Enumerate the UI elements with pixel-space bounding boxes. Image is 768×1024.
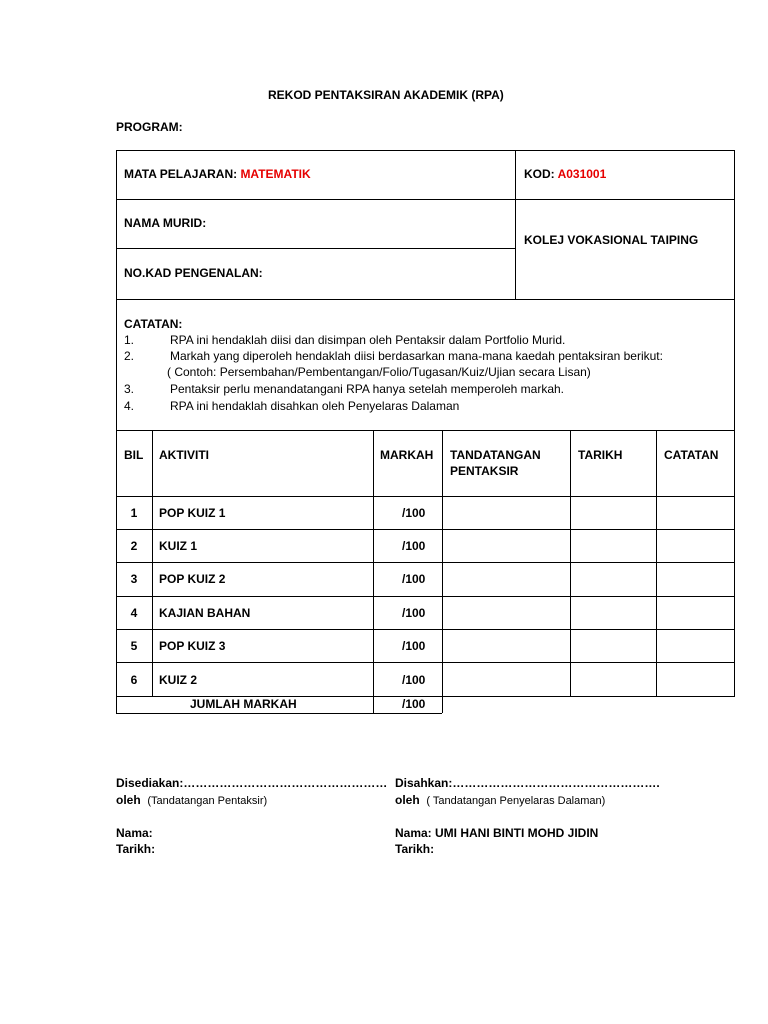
column-header-bil: BIL [124, 448, 144, 462]
column-header-aktiviti: AKTIVITI [159, 448, 209, 462]
student-name-label: NAMA MURID: [124, 216, 207, 230]
approved-by-line: Disahkan:……………………………………………. [395, 776, 660, 790]
column-header-tarikh: TARIKH [578, 448, 623, 462]
row-aktiviti: POP KUIZ 3 [159, 639, 226, 653]
row-aktiviti: POP KUIZ 1 [159, 506, 226, 520]
page-title: REKOD PENTAKSIRAN AKADEMIK (RPA) [268, 88, 504, 102]
row-markah: /100 [402, 572, 426, 586]
code-field [524, 167, 606, 181]
row-markah: /100 [402, 539, 426, 553]
row-aktiviti: POP KUIZ 2 [159, 572, 226, 586]
prepared-by-oleh [116, 793, 267, 807]
column-header-pentaksir: PENTAKSIR [450, 464, 519, 478]
approved-by-oleh [395, 793, 605, 807]
college-name: KOLEJ VOKASIONAL TAIPING [524, 233, 699, 247]
note-text: ( Contoh: Persembahan/Pembentangan/Folio/Tugasan/Kuiz/Ujian secara Lisan) [167, 365, 591, 379]
program-label: PROGRAM: [116, 120, 183, 134]
oleh-label: oleh [116, 793, 141, 807]
row-markah: /100 [402, 606, 426, 620]
row-bil: 2 [130, 539, 138, 553]
row-markah: /100 [402, 673, 426, 687]
column-header-markah: MARKAH [380, 448, 434, 462]
ic-number-label: NO.KAD PENGENALAN: [124, 266, 263, 280]
note-text: RPA ini hendaklah disahkan oleh Penyelaras Dalaman [170, 399, 460, 413]
name-label: Nama: [116, 826, 153, 840]
row-aktiviti: KAJIAN BAHAN [159, 606, 251, 620]
subject-label: MATA PELAJARAN: [124, 167, 241, 181]
name-label: Nama: UMI HANI BINTI MOHD JIDIN [395, 826, 599, 840]
signature-note: (Tandatangan Pentaksir) [147, 795, 268, 807]
subject-value: MATEMATIK [240, 167, 311, 181]
note-number: 4. [124, 399, 135, 413]
prepared-by-line: Disediakan:…………………………………………… [116, 776, 388, 790]
row-bil: 4 [130, 606, 138, 620]
note-text: Markah yang diperoleh hendaklah diisi berdasarkan mana-mana kaedah pentaksiran berikut: [170, 349, 663, 363]
subject-field [124, 167, 311, 181]
row-aktiviti: KUIZ 2 [159, 673, 198, 687]
total-label: JUMLAH MARKAH [190, 697, 297, 711]
date-label: Tarikh: [116, 842, 156, 856]
note-text: RPA ini hendaklah diisi dan disimpan oleh Pentaksir dalam Portfolio Murid. [170, 333, 566, 347]
row-bil: 1 [130, 506, 138, 520]
column-header-tandatangan: TANDATANGAN [450, 448, 541, 462]
row-markah: /100 [402, 506, 426, 520]
total-markah: /100 [402, 697, 426, 711]
note-number: 2. [124, 349, 135, 363]
note-number: 1. [124, 333, 135, 347]
signature-note: ( Tandatangan Penyelaras Dalaman) [426, 795, 606, 807]
notes-heading: CATATAN: [124, 317, 183, 331]
date-label: Tarikh: [395, 842, 435, 856]
row-bil: 3 [130, 572, 138, 586]
code-label: KOD: [524, 167, 558, 181]
row-markah: /100 [402, 639, 426, 653]
code-value: A031001 [557, 167, 607, 181]
row-bil: 5 [130, 639, 138, 653]
oleh-label: oleh [395, 793, 420, 807]
note-number: 3. [124, 382, 135, 396]
column-header-catatan: CATATAN [664, 448, 719, 462]
row-aktiviti: KUIZ 1 [159, 539, 198, 553]
note-text: Pentaksir perlu menandatangani RPA hanya setelah memperoleh markah. [170, 382, 565, 396]
row-bil: 6 [130, 673, 138, 687]
